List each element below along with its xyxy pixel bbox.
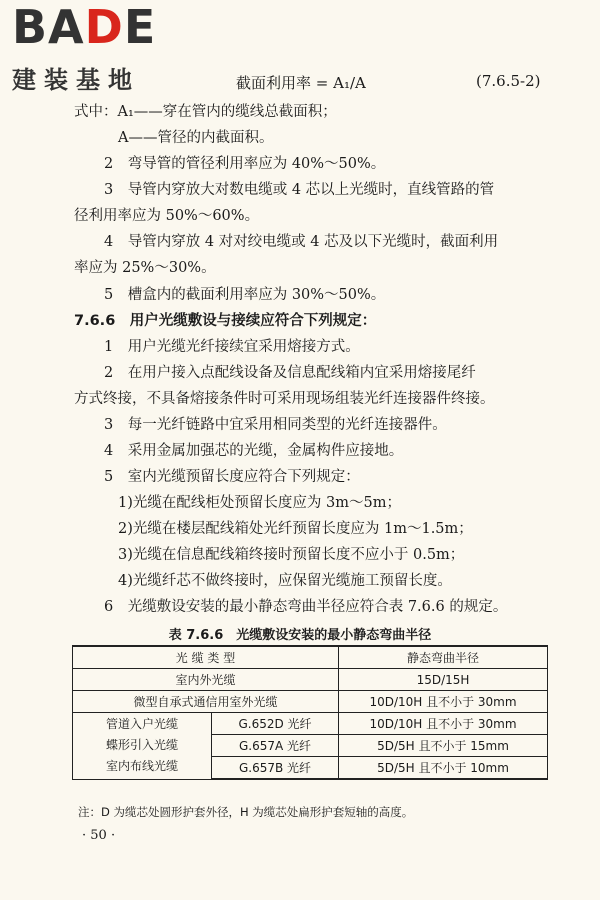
table-header-cell: 光 缆 类 型 bbox=[73, 646, 339, 669]
logo-chinese: 建装基地 bbox=[12, 66, 140, 94]
table-cell: G.657B 光纤 bbox=[212, 757, 339, 780]
logo-brand-left: BA bbox=[12, 0, 85, 54]
logo bbox=[8, 0, 178, 94]
text-line: 3 每一光纤链路中宜采用相同类型的光纤连接器件。 bbox=[104, 417, 447, 433]
table-cell: 5D/5H 且不小于 15mm bbox=[339, 735, 548, 757]
table-group-cell: 管道入户光缆 蝶形引入光缆 室内布线光缆 bbox=[73, 713, 212, 780]
bend-radius-table bbox=[72, 645, 548, 780]
logo-brand-right: E bbox=[123, 0, 157, 54]
table-header-row bbox=[73, 646, 548, 669]
text-line: 5 槽盒内的截面利用率应为 30%～50%。 bbox=[104, 287, 386, 303]
table-row bbox=[73, 669, 548, 691]
text-line: 4)光缆纤芯不做终接时，应保留光缆施工预留长度。 bbox=[118, 573, 452, 589]
table-note: 注：D 为缆芯处圆形护套外径，H 为缆芯处扁形护套短轴的高度。 bbox=[78, 805, 414, 819]
text-line: 3 导管内穿放大对数电缆或 4 芯以上光缆时，直线管路的管 bbox=[104, 182, 495, 198]
logo-brand-red: D bbox=[84, 0, 124, 54]
text-line: 4 采用金属加强芯的光缆，金属构件应接地。 bbox=[104, 443, 404, 459]
text-line: 5 室内光缆预留长度应符合下列规定： bbox=[104, 469, 360, 485]
text-line: A——管径的内截面积。 bbox=[118, 130, 274, 146]
table-cell: 5D/5H 且不小于 10mm bbox=[339, 757, 548, 780]
text-line: 径利用率应为 50%～60%。 bbox=[74, 208, 260, 224]
text-line: 2 弯导管的管径利用率应为 40%～50%。 bbox=[104, 156, 386, 172]
table-row bbox=[73, 691, 548, 713]
table-cell: 微型自承式通信用室外光缆 bbox=[73, 691, 339, 713]
table-caption: 表 7.6.6 光缆敷设安装的最小静态弯曲半径 bbox=[168, 628, 432, 643]
logo-brand bbox=[12, 0, 157, 54]
text-line: 6 光缆敷设安装的最小静态弯曲半径应符合表 7.6.6 的规定。 bbox=[104, 599, 508, 615]
table-header-cell: 静态弯曲半径 bbox=[339, 646, 548, 669]
table-cell: 10D/10H 且不小于 30mm bbox=[339, 713, 548, 735]
text-line: 3)光缆在信息配线箱终接时预留长度不应小于 0.5m； bbox=[118, 547, 465, 563]
text-line: 方式终接，不具备熔接条件时可采用现场组装光纤连接器件终接。 bbox=[74, 391, 495, 407]
table-cell: 室内外光缆 bbox=[73, 669, 339, 691]
table-cell: 15D/15H bbox=[339, 669, 548, 691]
text-line: 2 在用户接入点配线设备及信息配线箱内宜采用熔接尾纤 bbox=[104, 365, 476, 381]
table-row bbox=[73, 713, 548, 735]
text-line: 1)光缆在配线柜处预留长度应为 3m～5m； bbox=[118, 495, 401, 511]
formula-expression: 截面利用率 = A₁/A bbox=[236, 74, 366, 92]
page-number: · 50 · bbox=[82, 828, 116, 843]
formula-number: (7.6.5-2) bbox=[476, 72, 541, 90]
text-line: 4 导管内穿放 4 对对绞电缆或 4 芯及以下光缆时，截面利用 bbox=[104, 234, 499, 250]
table-cell: G.657A 光纤 bbox=[212, 735, 339, 757]
text-line: 1 用户光缆光纤接续宜采用熔接方式。 bbox=[104, 339, 360, 355]
section-heading: 7.6.6 用户光缆敷设与接续应符合下列规定： bbox=[74, 313, 377, 329]
text-line: 2)光缆在楼层配线箱处光纤预留长度应为 1m～1.5m； bbox=[118, 521, 473, 537]
text-line: 率应为 25%～30%。 bbox=[74, 260, 216, 276]
text-line: 式中：A₁——穿在管内的缆线总截面积； bbox=[74, 104, 337, 120]
table-cell: G.652D 光纤 bbox=[212, 713, 339, 735]
table-cell: 10D/10H 且不小于 30mm bbox=[339, 691, 548, 713]
